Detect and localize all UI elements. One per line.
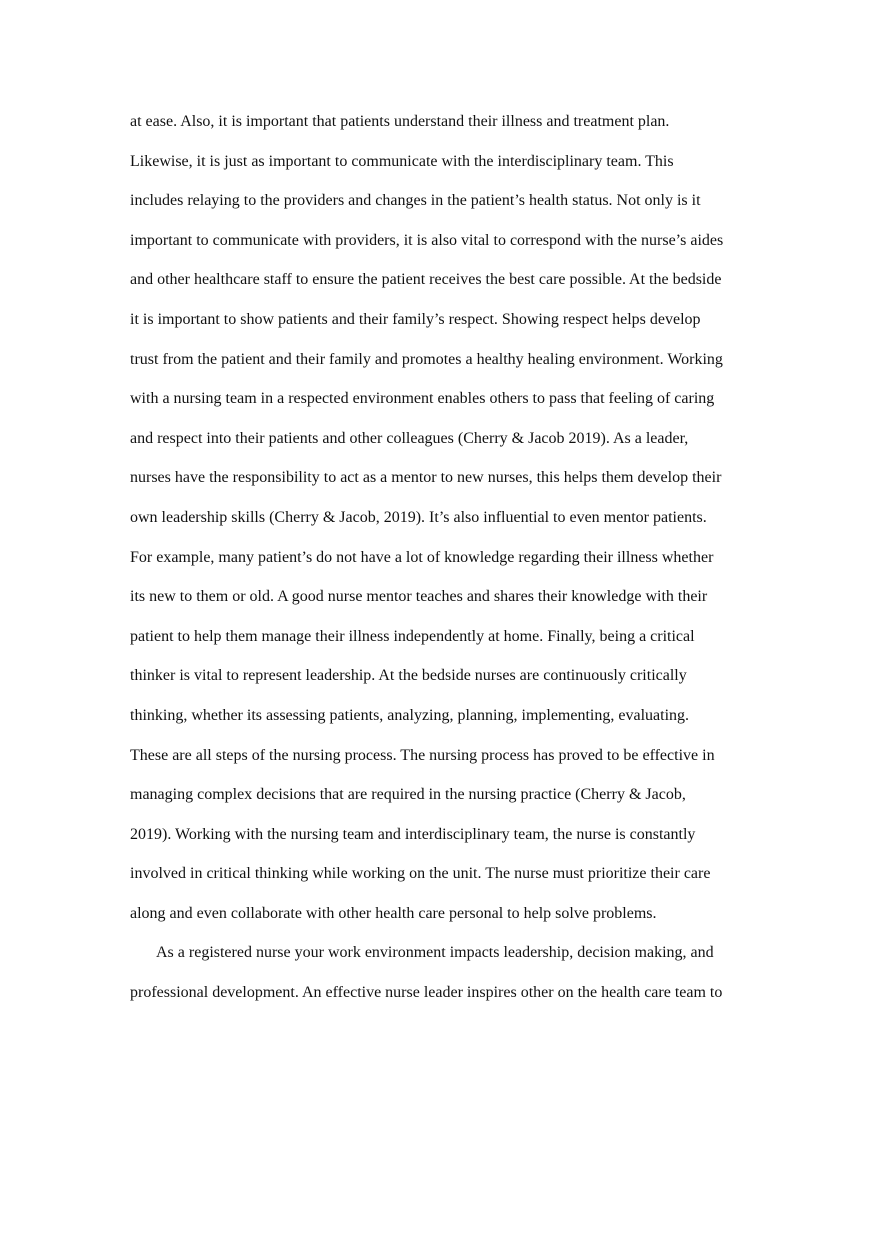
text-line: own leadership skills (Cherry & Jacob, 2019). It’s also influential to even mentor patients. [130, 508, 707, 526]
text-line: These are all steps of the nursing process. The nursing process has proved to be effective in [130, 746, 715, 764]
text-line: 2019). Working with the nursing team and interdisciplinary team, the nurse is constantly [130, 825, 696, 843]
text-line: it is important to show patients and their family’s respect. Showing respect helps develop [130, 310, 701, 328]
text-line: along and even collaborate with other health care personal to help solve problems. [130, 904, 657, 922]
text-line: patient to help them manage their illness independently at home. Finally, being a critical [130, 627, 695, 645]
text-line: and other healthcare staff to ensure the patient receives the best care possible. At the bedside [130, 271, 722, 289]
text-line: important to communicate with providers, it is also vital to correspond with the nurse’s aides [130, 231, 724, 249]
text-line: Likewise, it is just as important to communicate with the interdisciplinary team. This [130, 152, 674, 170]
text-line: trust from the patient and their family and promotes a healthy healing environment. Working [130, 350, 723, 368]
text-line: and respect into their patients and other colleagues (Cherry & Jacob 2019). As a leader, [130, 429, 689, 447]
paragraph-start-line: As a registered nurse your work environment impacts leadership, decision making, and [156, 944, 714, 962]
text-line: with a nursing team in a respected environment enables others to pass that feeling of caring [130, 390, 715, 408]
text-line: its new to them or old. A good nurse mentor teaches and shares their knowledge with their [130, 588, 708, 606]
text-line: nurses have the responsibility to act as a mentor to new nurses, this helps them develop their [130, 469, 722, 487]
text-line: at ease. Also, it is important that patients understand their illness and treatment plan. [130, 113, 670, 130]
text-line: thinking, whether its assessing patients, analyzing, planning, implementing, evaluating. [130, 706, 690, 724]
text-line: professional development. An effective nurse leader inspires other on the health care team to [130, 984, 723, 1002]
text-line: thinker is vital to represent leadership. At the bedside nurses are continuously critically [130, 667, 687, 685]
text-line: includes relaying to the providers and changes in the patient’s health status. Not only is it [130, 192, 701, 210]
text-line: involved in critical thinking while working on the unit. The nurse must prioritize their care [130, 865, 711, 883]
body-text [130, 102, 780, 1013]
text-line: For example, many patient’s do not have a lot of knowledge regarding their illness whether [130, 548, 714, 566]
text-line: managing complex decisions that are required in the nursing practice (Cherry & Jacob, [130, 786, 686, 804]
